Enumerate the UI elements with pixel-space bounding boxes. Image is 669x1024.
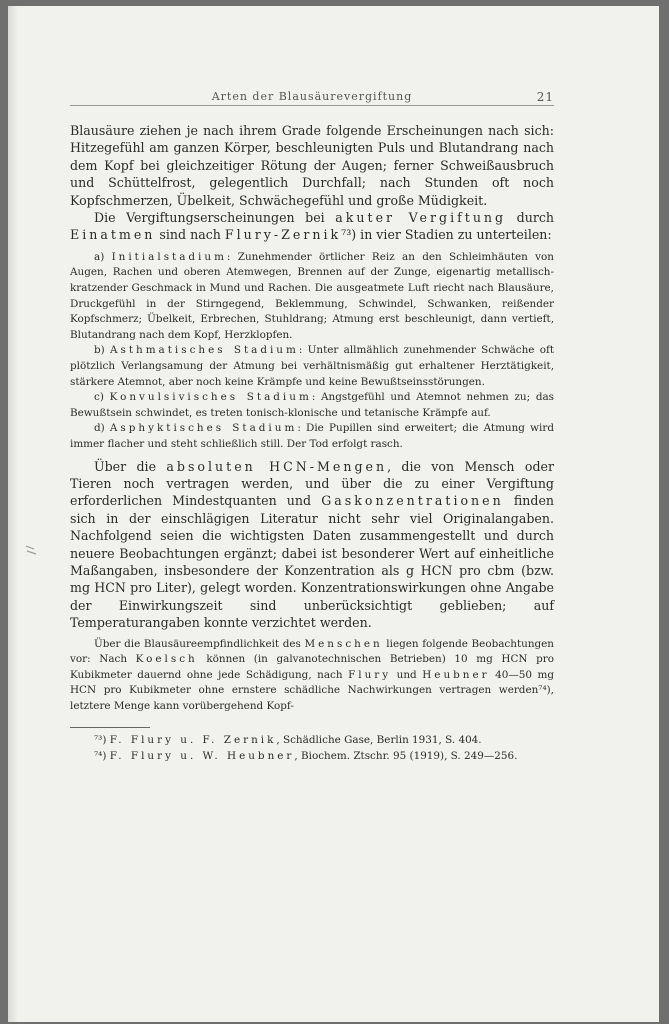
author-heubner: Heubner: [422, 668, 490, 681]
paragraph-hcn-amounts: [70, 458, 554, 632]
stage-name: Initialstadium: [111, 250, 227, 263]
author-flury-zernik: Flury-Zernik: [224, 227, 342, 243]
footnote-74: [70, 748, 554, 764]
stage-text: : Angstgefühl und Atemnot nehmen zu; das Bewußtsein schwindet, es treten tonisch-klonische und tetanische Krämpfe auf.: [70, 391, 554, 419]
page-number: 21: [536, 90, 554, 104]
stage-item: [70, 250, 554, 344]
paragraph-human-sensitivity: [70, 637, 554, 715]
stage-name: Asphyktisches Stadium: [109, 422, 298, 435]
stage-item: [70, 421, 554, 452]
running-header: [70, 90, 554, 106]
stage-item: [70, 390, 554, 421]
text-run: durch: [506, 210, 555, 226]
text-run: Über die Blausäureempfindlichkeit des: [94, 637, 305, 650]
text-run: und: [391, 668, 423, 681]
footnote-text: , Schädliche Gase, Berlin 1931, S. 404.: [276, 733, 482, 746]
running-title: Arten der Blausäurevergiftung: [211, 90, 413, 103]
text-run: können (in galvanotechnischen Betrieben) 10 mg HCN pro Kubikmeter dauernd ohne jede Schädigung, nach: [70, 653, 555, 681]
page-gutter-shadow: [8, 6, 18, 1022]
stage-name: Konvulsivisches Stadium: [109, 391, 312, 404]
text-run: 40—50 mg HCN pro Kubikmeter ohne ernstere schädliche Nachwirkungen vertragen werden⁷⁴), letztere Menge kann vorübergehend Kopf-: [70, 668, 554, 712]
stage-text: : Zunehmender örtlicher Reiz an den Schleimhäuten von Augen, Rachen und oberen Atemwegen, Brennen auf der Zunge, eigenartig metallisch-kratzender Geschmack in Mund und Rachen. Die ausgeatmete Luft riecht nach Blausäure, Druckgefühl in der Stirngegend, Beklemmung, Schwindel, Schwanken, reißender Kopfschmerz; Übelkeit, Erbrechen, Stuhldrang; Atmung erst beschleunigt, dann vertieft, Blutandrang nach dem Kopf, Herzklopfen.: [70, 250, 554, 341]
text-run: sind nach: [155, 227, 225, 243]
page-body: [70, 122, 554, 764]
footnote-number: ⁷³): [94, 733, 110, 746]
book-page: [8, 6, 659, 1022]
footnote-text: , Biochem. Ztschr. 95 (1919), S. 249—256.: [294, 749, 518, 762]
stage-text: : Die Pupillen sind erweitert; die Atmung wird immer flacher und steht schließlich still. Der Tod erfolgt rasch.: [70, 422, 554, 450]
emphasis-inhalation: Einatmen: [70, 227, 156, 243]
stage-label: b): [94, 344, 110, 357]
footnote-author: F. Flury u. F. Zernik: [109, 733, 277, 746]
text-run: Über die: [94, 458, 167, 474]
emphasis-absolute-hcn: absoluten HCN-Mengen: [166, 458, 388, 474]
author-koelsch: Koelsch: [135, 653, 198, 666]
text-run: Die Vergiftungserscheinungen bei: [94, 210, 336, 226]
paragraph-stages-intro: [70, 209, 554, 244]
text-run: , die von Mensch oder Tieren noch vertragen werden, und über die zu einer Vergiftung erforderlichen Mindestquanten und: [70, 458, 554, 509]
text-run: finden sich in der einschlägigen Literatur nicht sehr viel Originalangaben. Nachfolgend seien die wichtigsten Daten zusammengestellt und durch neuere Beobachtungen ergänzt; dabei ist besonderer Wert auf einheitliche Maßangaben, insbesondere der Konzentration als g HCN pro cbm (bzw. mg HCN pro Liter), gelegt worden. Konzentrationswirkungen ohne Angabe der Einwirkungszeit sind unberücksichtigt geblieben; auf Temperaturangaben konnte verzichtet werden.: [70, 493, 555, 631]
footnote-number: ⁷⁴): [94, 749, 110, 762]
footnote-rule: [70, 727, 150, 728]
stage-label: d): [94, 422, 110, 435]
emphasis-acute-poisoning: akuter Vergiftung: [335, 210, 507, 226]
margin-pencil-mark: [24, 543, 38, 557]
footnote-73: [70, 732, 554, 748]
emphasis-humans: Menschen: [304, 637, 383, 650]
stage-name: Asthmatisches Stadium: [109, 344, 299, 357]
paragraph-symptoms: Blausäure ziehen je nach ihrem Grade folgende Erscheinungen nach sich: Hitzegefühl am ganzen Körper, beschleunigten Puls und Blutandrang nach dem Kopf bei gleichzeitiger Rötung der Augen; ferner Schweißausbruch und Schüttelfrost, gelegentlich Durchfall; nach Stunden oft noch Kopfschmerzen, Übelkeit, Schwächegefühl und große Müdigkeit.: [70, 123, 554, 208]
footnote-author: F. Flury u. W. Heubner: [109, 749, 295, 762]
text-run: ⁷³) in vier Stadien zu unterteilen:: [341, 227, 552, 243]
emphasis-gas-concentrations: Gaskonzentrationen: [321, 493, 504, 509]
stage-text: : Unter allmählich zunehmender Schwäche oft plötzlich Verlangsamung der Atmung bei verhältnismäßig gut erhaltener Herztätigkeit, stärkere Atemnot, aber noch keine Krämpfe und keine Bewußtseinsstörungen.: [70, 344, 554, 388]
stage-label: a): [94, 250, 112, 263]
stage-label: c): [94, 391, 110, 404]
stage-item: [70, 343, 554, 390]
text-run: liegen folgende Beobachtungen vor: Nach: [70, 637, 555, 666]
author-flury: Flury: [348, 668, 392, 681]
